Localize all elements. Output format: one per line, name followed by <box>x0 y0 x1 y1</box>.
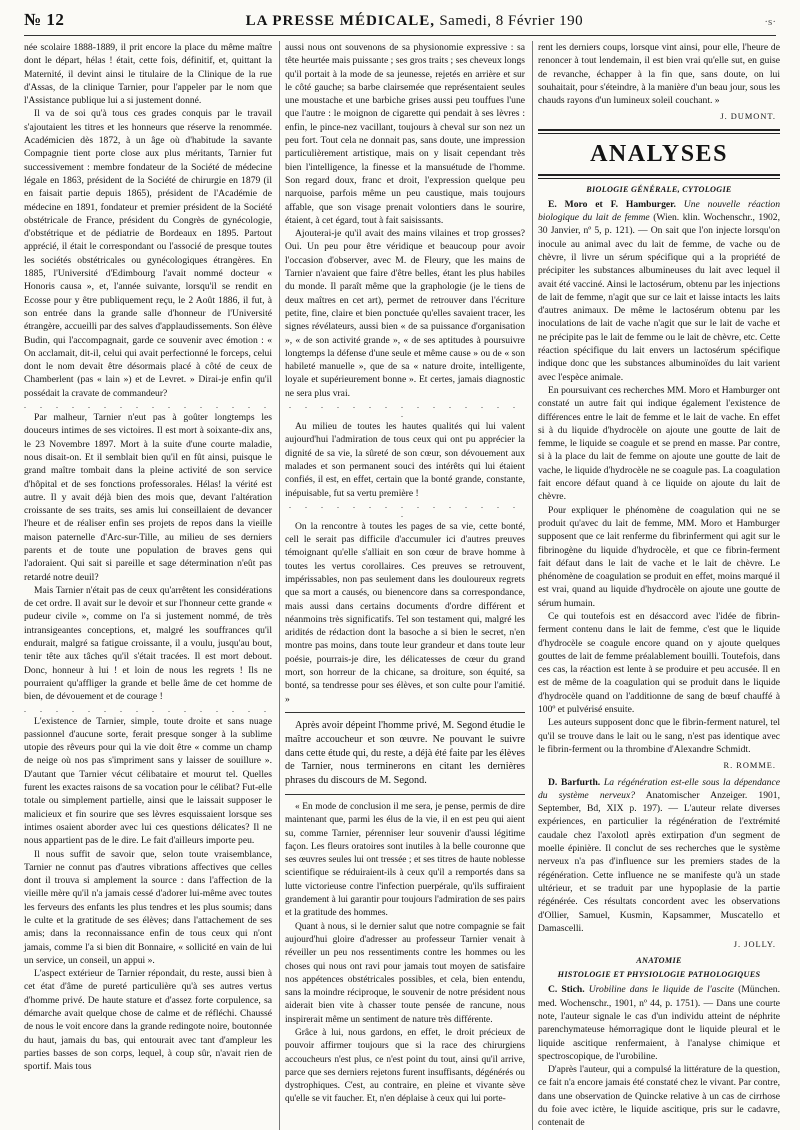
column-3 <box>532 41 780 1130</box>
paragraph: Il va de soi qu'à tous ces grades conquis par le travail s'ajoutaient les titres et les honneurs que réserve la renommée. Académicien dès 1872, à un âge où d'habitude la savante Compagnie tient porte close aux plus méritants, Tarnier fut successivement : membre fondateur de la Société de médecine légale en 1863, président de la Société de chirurgie en 1879 (il en faisait partie depuis 1865), président de l'Académie de médecine en 1891, fondateur et premier président de la Société obstétricale de France, président du Congrès de gynécologie, d'obstétrique et de pédiatrie de Bordeaux en 1895. Partout apprécié, il était le correspondant ou l'associé de presque toutes les sociétés obstétricales ou gynécologiques étrangères. En 1885, l'Université d'Edimbourg l'avait nommé docteur « Honoris causa », et, l'année suivante, lorsqu'il se rendit en Ecosse pour y être publiquement reçu, le 2 Août 1886, il fut, à son entrée dans la grande salle d'honneur de l'Université étrangère, accueilli par des salves d'applaudissements. Son élève Budin, qui l'accompagnait, garde ce souvenir avec émotion : « On acclamait, dit-il, celui qui avait perfectionné le forceps, celui dont le nom devait être désormais placé à côté de ceux de Chamberlent (pas « lain ») et de Levret. » Dirai-je enfin qu'il possédait la cravate de commandeur? <box>24 108 272 399</box>
page-header <box>24 10 776 36</box>
paragraph: Au milieu de toutes les hautes qualités qui lui valent aujourd'hui l'admiration de tous ceux qui ont pu apprécier la dignité de sa vie, la sûreté de son cœur, son dévouement aux malades et son permanent souci des intérêts qui lui étaient confiés, il est, en effet, certain que la bonté grande, constante, inépuisable, fut sa vertu première ! <box>285 421 525 499</box>
divider <box>285 794 525 795</box>
double-divider <box>538 129 780 134</box>
analysis-source: Anatomischer Anzeiger. 1901, September, Bd, XIX p. 197). — <box>538 789 781 815</box>
paragraph: D'après l'auteur, qui a compulsé la littérature de la question, ce fait n'a encore jamais été constaté chez le vivant. Par contre, dans une observation de Quincke relative à un cas de cirrhose du foie avec ictère, le liquide ascitique, pris sur le cadavre, contenait de <box>538 1064 780 1129</box>
paragraph: Mais Tarnier n'était pas de ceux qu'arrêtent les considérations de cet ordre. Il avait sur le devoir et sur l'honneur cette grande « pudeur civile », comme on l'a si justement nommé, de très intransigeantes conceptions, et, malgré les souffrances qu'il endurait, malgré sa fatigue croissante, il a voulu, jusqu'au bout, tenir tête aux tâches qu'il s'était tracées. Il est mort debout. Donc, honneur à lui ! et loin de nous les regrets ! Ils ne pourraient qu'affliger la grande et belle âme de cet homme de bien, de dévouement et de courage ! <box>24 584 272 703</box>
subsection-heading: HISTOLOGIE ET PHYSIOLOGIE PATHOLOGIQUES <box>557 970 761 980</box>
section-dots: . . . . . . . . . . . . . . . . <box>24 704 272 714</box>
analysis-title: La régénération est-elle sous la dépendance du système nerveux? <box>538 776 780 801</box>
divider <box>285 712 525 713</box>
analysis-authors: E. Moro et F. Hamburger. <box>548 198 676 210</box>
issue-date: Samedi, 8 Février 190 <box>435 13 584 29</box>
paragraph: Grâce à lui, nous gardons, en effet, le droit précieux de pouvoir affirmer toujours que si la race des chirurgiens accoucheurs n'est plus, ce n'est point du tout, ainsi qu'il arrive, parce que ses derniers rejetons furent insuffisants, dégénérés ou dystrophiques. C'est, au contraire, en pleine et vivante sève qu'elle se vit faucher. Et, n'en déplaise à ceux qui lui porte- <box>285 1027 525 1105</box>
analysis-body: On sait que l'on injecte lorsqu'on inocule au animal avec du lait de femme, de vache ou de chèvre, il livre un sérum spécifique qui a la propriété de précipiter les substances albumineuses du lait avec lequel il avait été vacciné. Ainsi le lactosérum, obtenu par les injections de lait de femme, n'agit que sur ce lait et laisse intacts les laits d'autres animaux. De même le lactosérum obtenu par les inoculations de lait de vache n'agit que sur le lait de vache et ne précipite pas le lait de femme ou le lait de chèvre, etc. Cette réaction spécifique du lait envers un lactosérum spécifique indique donc que les substances albuminoïdes du lait varient avec l'espèce animale. <box>538 225 780 383</box>
analysis-entry <box>538 198 780 384</box>
analysis-source: (Wien. klin. Wochenschr., 1902, 30 Janvier, nº 5, p. 121). — <box>538 212 780 237</box>
paragraph: « En mode de conclusion il me sera, je pense, permis de dire maintenant que, parmi les élus de la vie, il en est peu qui aient su, comme Tarnier, pérenniser leur souvenir d'aussi légitime façon. Les fleurs oratoires sont inutiles à la belle couronne que ses œuvres seules lui ont tressée ; et ses titres de haute noblesse scientifique se réduiraient-ils à ceux qu'il a remportés dans sa lutte victorieuse contre l'infection puerpérale, qu'ils suffiraient grandement à lui garantir pour toujours l'admiration de ses pairs et la gratitude des hommes. <box>285 801 525 919</box>
paragraph: rent les derniers coups, lorsque vint ainsi, pour elle, l'heure de renoncer à tout lendemain, il est bien vrai qu'elle sut, en guise de revanche, échapper à la fin que, sans doute, on lui souhaitait, pour s'éteindre, à la manière d'un beau jour, sous les chauds rayons d'un lumineux soleil couchant. » <box>538 42 780 107</box>
paragraph: L'aspect extérieur de Tarnier répondait, du reste, aussi bien à cet état d'âme de pureté particulière qu'à ses autres vertus d'homme privé. De haute stature et d'assez forte corpulence, sa démarche avait quelque chose de calme et de réfléchi. Chaussé de nous le voit encore dans la grande redingote noire, boutonnée du haut, jamais du bas, qui entourait avec tant d'ampleur les parties basses de son corps, lequel, à coup sûr, n'avait rien de sportif. Mais tous <box>24 968 272 1073</box>
section-title: ANALYSES <box>590 140 728 167</box>
analysis-title: Une nouvelle réaction biologique du lait de femme <box>538 198 780 224</box>
analysis-authors: D. Barfurth. <box>548 776 601 788</box>
paragraph: En poursuivant ces recherches MM. Moro et Hamburger ont constaté un autre fait qui indique également l'existence de différences entre le lait de femme et le lait de vache. En effet si à du liquide d'hydrocèle on ajoute une goutte de lait de femme, le liquide se coagule et se prend en masse. Par contre, si à la place du lait de femme on ajoute une goutte de lait de vache, le liquide d'hydrocèle ne se coagule pas. La coagulation fait encore défaut quand à ce liquide on ajoute du lait de chèvre. <box>538 384 780 503</box>
journal-title: LA PRESSE MÉDICALE, <box>245 13 436 29</box>
corner-mark: ·s· <box>764 16 776 28</box>
paragraph: Par malheur, Tarnier n'eut pas à goûter longtemps les douceurs intimes de ses victoires. Il est mort à soixante-dix ans, le 23 Novembre 1897. Mort à la suite d'une courte maladie, nous disait-on. Et il semblait bien qu'il en fût ainsi, puisque le grand maître tombait dans la pleine activité de son service d'hôpital et de ses fonctions professorales. Hélas! la vérité est autre. Il y avait déjà bien des mois que, devant l'altération croissante de ses traits, ses amis lui conseillaient de devancer l'heure et de réaliser enfin ses projets de repos dans la vieille maison paternelle d'Arc-sur-Tille, au milieu de ses derniers parents et de toute une population de braves gens qui l'adoraient. Qui sait si pareille et sage détermination n'eût pas retardé notre deuil? <box>24 412 272 583</box>
paragraph: Pour expliquer le phénomène de coagulation qui ne se produit qu'avec du lait de femme, MM. Moro et Hamburger supposent que ce lait renferme du fibrinferment qui agit sur le fibrinogène du liquide d'hydrocèle, et que ce fibrin-ferment fait défaut dans le lait de vache et le lait de chèvre. Le phénomène de coagulation se produit en effet, moins marqué il est vrai, quand au liquide d'hydrocèle on ajoute une goutte de sérum humain. <box>538 504 780 609</box>
analysis-entry <box>538 983 780 1063</box>
subsection-heading: BIOLOGIE GÉNÉRALE, CYTOLOGIE <box>586 184 732 194</box>
section-dots: . . . . . . . . . . . . . . . . <box>289 401 521 420</box>
section-dots: . . . . . . . . . . . . . . . . <box>24 401 272 411</box>
analysis-entry <box>538 776 780 936</box>
analysis-body: L'auteur relate diverses expériences, en particulier la régénération de l'extrémité caudale chez l'axolotl après extirpation d'un segment de moelle épinière. Il conclut de ses recherches que le système nerveux n'a pas d'influence sur les premiers stades de la régénération. Cette influence ne se manifeste qu'à un stade ultérieur, et se traduit par une hypoplasie de la partie régénérée. Ces résultats concordent avec les observations d'Ollier, Samuel, Kusmin, Kapsammer, Muscatello et Damascelli. <box>538 803 780 934</box>
editorial-paragraph: Après avoir dépeint l'homme privé, M. Segond étudie le maître accoucheur et son œuvre. Ne pouvant le suivre dans cette étude qui, du reste, a déjà été faite par les élèves de Tarnier, nous terminerons en citant les dernières phrases du discours de M. Segond. <box>285 719 525 787</box>
text-columns <box>24 41 781 1129</box>
column-2 <box>279 41 525 1130</box>
paragraph: Quant à nous, si le dernier salut que notre compagnie se fait aujourd'hui gloire d'adresser au professeur Tarnier venait à réveiller un peu nos ressentiments contre les hommes ou les choses qui nous ont ravi pour jamais tout moyen de satisfaire nos appétences obstétricales possibles, et cela, bien entendu, sans la moindre réciproque, le souvenir de notre président nous aiderait bien vite à chasser toute pensée de rancune, nous inspirerait même un sentiment de nature très différente. <box>285 921 525 1025</box>
paragraph: On la rencontre à toutes les pages de sa vie, cette bonté, cell le serait pas difficile d'accumuler ici d'autres preuves témoignant qu'elle s'alliait en son cœur de brave homme à toutes les vertus corollaires. Ces preuves se retrouvent, impérissables, non pas seulement dans les douloureux regrets que sa mort a causés, ou bienencore dans sa correspondance, mais aussi dans certains documents d'ordre différent et néanmoins très significatifs. Tel son testament qui, malgré les aridités de rédaction dont la basoche a si bien le secret, n'en montre pas moins, dans toute leur grandeur et dans toute leur poésie, pourrais-je dire, les délicatesses de cœur du grand mort, son horreur de la chicane, sa droiture, son équité, sa bonté, sa tendresse pour ses élèves, et son culte pour l'amitié. » <box>285 520 525 705</box>
double-divider <box>538 174 780 179</box>
subsection-heading: ANATOMIE <box>636 956 682 966</box>
paragraph: Ajouterai-je qu'il avait des mains vilaines et trop grosses? Oui. Un peu pour être véridique et beaucoup pour avoir l'occasion d'observer, avec M. de Fleury, que les mains de Tarnier n'avaient que faire d'être belles, étant les plus habiles du monde. Il paraît même que la graphologie (je le tiens de deux maîtres en cet art), permet de retrouver dans l'écriture petite, fine, claire et bien ponctuée qu'elles savaient tracer, les signes révélateurs, aussi bien « de sa puissance d'organisation », « de son activité grande », « de ses aptitudes à poursuivre longtemps la défense d'une seule et même cause » ou de « son habileté manuelle », que de sa « nature droite, intelligente, loyale et supérieurement bonne ». Et certes, jamais diagnostic ne sera plus vrai. <box>285 228 525 399</box>
column-1 <box>24 41 272 1130</box>
paragraph: née scolaire 1888-1889, il prit encore la place du même maître dont le départ, hélas ! était, cette fois, définitif, et, quittant la Maternité, il devint ainsi le titulaire de la Clinique de la rue d'Assas, de la clinique Tarnier, pour l'appeler par le nom que l'Assistance publique lui a si justement donné. <box>24 42 272 107</box>
author-signature: R. ROMME. <box>723 761 776 771</box>
paragraph: Ce qui toutefois est en désaccord avec l'idée de fibrin-ferment contenu dans le lait de femme, c'est que le liquide d'hydrocèle se coagule encore quand on y ajoute quelques gouttes de lait de femme préalablement bouilli. Toutefois, dans ces cas, la réaction est lente à se produire et peu accusée. Il en est de même de la coagulation qui se produit dans le liquide d'hydrocèle quand on l'additionne de sang de bœuf chauffé à 100º et pulvérisé ensuite. <box>538 610 780 716</box>
author-signature: J. DUMONT. <box>720 112 776 122</box>
paragraph: Les auteurs supposent donc que le fibrin-ferment naturel, tel qu'il se trouve dans le lait ou le sang, n'est pas identique avec le fibrin-ferment ou la thrombine d'Alexandre Schmidt. <box>538 717 780 755</box>
analysis-source: (München. med. Wochenschr., 1901, nº 44, p. 1751). <box>538 984 780 1009</box>
paragraph: L'existence de Tarnier, simple, toute droite et sans nuage passionnel d'aucune sorte, ferait presque songer à la sublime utopie des rêveurs pour qui la vie doit être « comme un champ de neige où nos pas s'impriment sans y laisser de souillure ». D'autant que Tarnier vécut célibataire et mourut tel. Quelles furent les exactes raisons de sa vocation pour le célibat? Fut-elle totale ou simplement partielle, ainsi que le laissait supposer le malicieux et fin sourire que ses lèvres esquissaient lorsque ses intimes osaient aborder avec lui ces questions délicates? Il ne nous appartient pas de le dire. Le fait d'ailleurs importe peu. <box>24 715 272 847</box>
author-signature: J. JOLLY. <box>733 940 776 950</box>
analysis-body: — Dans une courte note, l'auteur signale le cas d'un individu atteint de néphrite parenchymateuse hémorragique dont le liquide pleural et le liquide ascitique renfermaient, à l'analyse chimique et spectroscopique, de l'urobiline. <box>538 997 780 1062</box>
analysis-authors: C. Stich. <box>548 984 585 996</box>
running-title <box>246 13 584 30</box>
paragraph: Il nous suffit de savoir que, selon toute vraisemblance, Tarnier ne connut pas d'autres vibrations affectives que celles dont il trouva si amplement la source : dans l'affection de la vieille mère qu'il n'a jamais cessé d'adorer lui-même avec toutes les ferveurs des enfants les plus tendres et les plus soumis; dans le culte et la gratitude de ses élèves; dans l'attachement de ses amis; dans la reconnaissance enfin de tous ceux qui n'ont jamais, comme l'a si bien dit Bonnaire, « sollicité en vain de lui un service, un conseil, un appui ». <box>24 848 272 966</box>
page-number: № 12 <box>24 10 65 29</box>
paragraph: aussi nous ont souvenons de sa physionomie expressive : sa tête heurtée mais puissante ; ses gros traits ; ses cheveux longs qu'il portait à la mode de sa jeunesse, rejetés en arrière et sur le côté gauche; sa barbe clairsemée que représentaient seules une moustache et une barbiche grises aussi peu touffues l'une que l'autre : le moignon de cigarette qui pendait à ses lèvres : enfin, le pince-nez vacillant, toujours à cheval sur son nez un peu fort. Tout cela ne donnait pas, sans doute, une impression particulièrement artistique, mais on y lisait cependant très bien l'intelligence, la finesse et la mansuétude de l'homme. Son regard doux, franc et droit, l'expression quelque peu narquoise, parfois même un peu caustique, mais toujours affable, que son visage prenait volontiers dans le sourire, étaient, à cet égard, tout à fait saisissants. <box>285 42 525 226</box>
section-dots: . . . . . . . . . . . . . . . . <box>289 500 521 519</box>
analysis-title: Urobiline dans le liquide de l'ascite <box>584 984 735 996</box>
